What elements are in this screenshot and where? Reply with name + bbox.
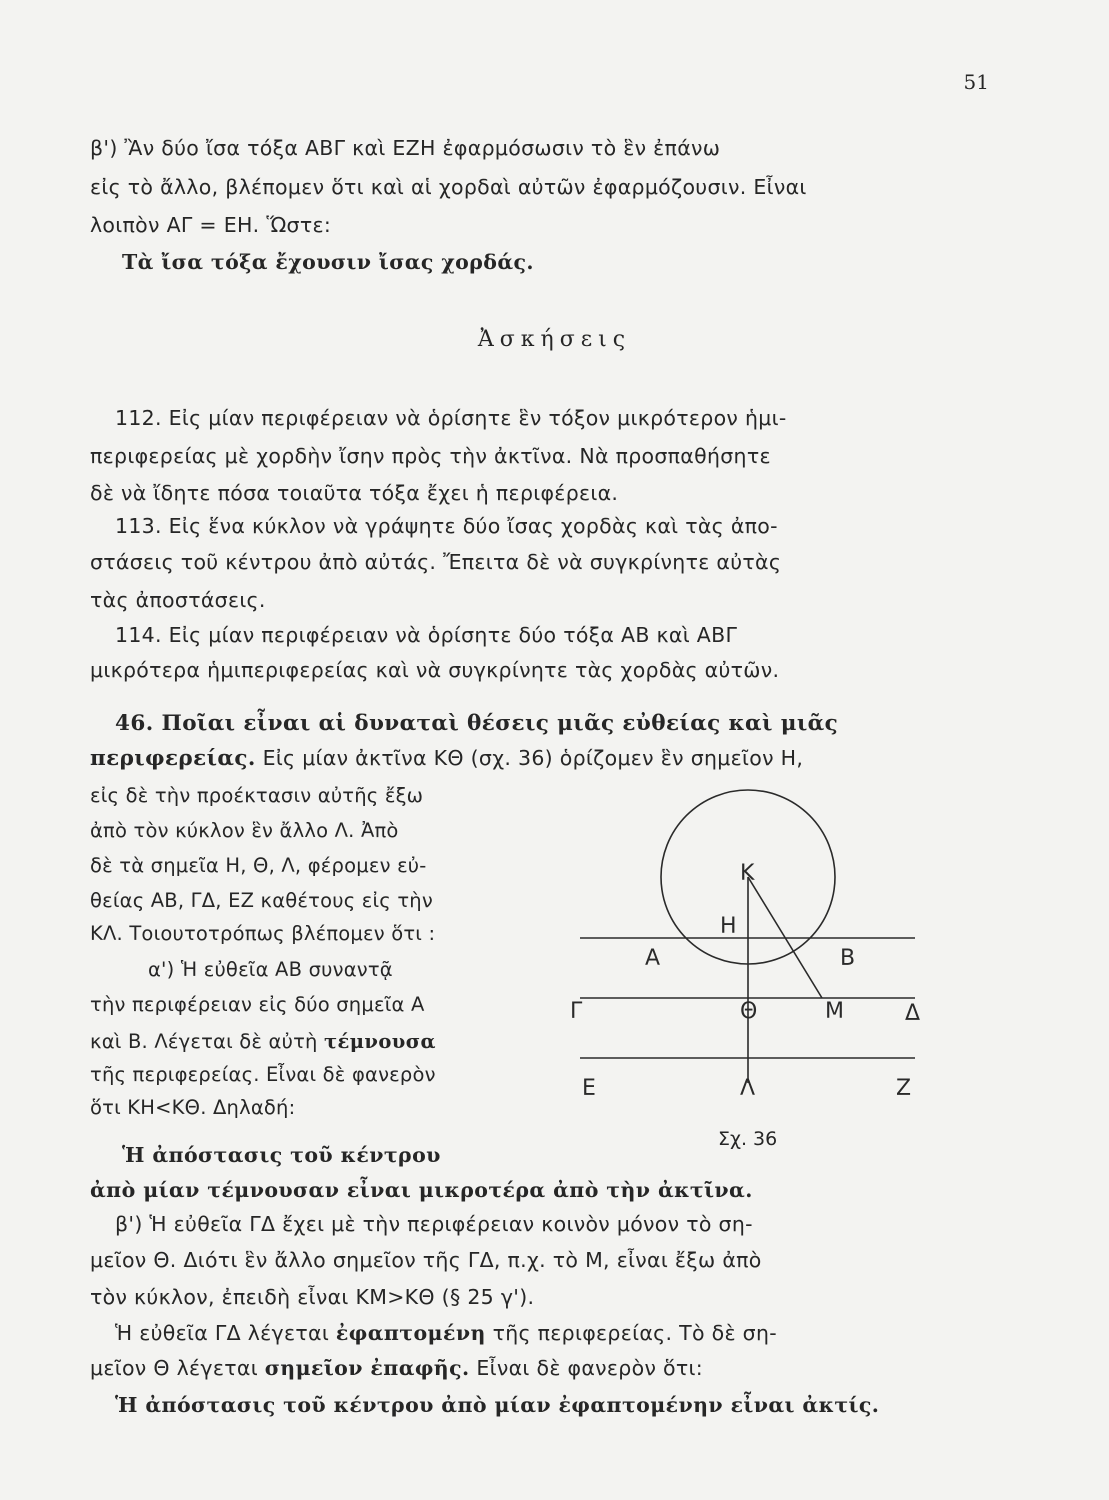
tangent-text: Ἡ εὐθεῖα ΓΔ λέγεται	[115, 1321, 330, 1345]
label-H: Η	[720, 914, 737, 939]
exercise-114-line: μικρότερα ἡμιπεριφερείας καὶ νὰ συγκρίνητε τὰς χορδὰς αὐτῶν.	[90, 658, 780, 682]
section-46-line: δὲ τὰ σημεῖα Η, Θ, Λ, φέρομεν εὐ-	[90, 854, 427, 877]
label-M: Μ	[825, 999, 844, 1024]
label-Z: Ζ	[896, 1076, 912, 1101]
label-E: Ε	[582, 1076, 596, 1101]
label-A: Α	[645, 946, 661, 971]
exercise-112-line: περιφερείας μὲ χορδὴν ἴσην πρὸς τὴν ἀκτῖνα. Νὰ προσπαθήσητε	[90, 444, 771, 468]
case-a-text: καὶ Β. Λέγεται δὲ αὐτὴ	[90, 1030, 318, 1053]
exercise-112-line: δὲ νὰ ἴδητε πόσα τοιαῦτα τόξα ἔχει ἡ περιφέρεια.	[90, 481, 619, 505]
case-a-line: ὅτι ΚΗ<ΚΘ. Δηλαδή:	[90, 1096, 296, 1119]
tangent-text: τῆς περιφερείας. Τὸ δὲ ση-	[492, 1321, 777, 1345]
theorem-tangent: Ἡ ἀπόστασις τοῦ κέντρου ἀπὸ μίαν ἐφαπτομένην εἶναι ἀκτίς.	[115, 1393, 880, 1417]
theorem-secant-line2: ἀπὸ μίαν τέμνουσαν εἶναι μικροτέρα ἀπὸ τὴν ἀκτῖνα.	[90, 1178, 753, 1202]
case-a-line: α') Ἡ εὐθεῖα ΑΒ συναντᾷ	[148, 958, 393, 981]
label-D: Δ	[905, 1001, 921, 1026]
case-a-line: τὴν περιφέρειαν εἰς δύο σημεῖα Α	[90, 993, 425, 1016]
label-G: Γ	[570, 999, 583, 1024]
section-46-line: θείας ΑΒ, ΓΔ, ΕΖ καθέτους εἰς τὴν	[90, 889, 433, 912]
section-46-text: Εἰς μίαν ἀκτῖνα ΚΘ (σχ. 36) ὁρίζομεν ἓν σημεῖον Η,	[262, 746, 804, 770]
term-tangent: ἐφαπτομένη	[335, 1321, 486, 1345]
case-a-line: τῆς περιφερείας. Εἶναι δὲ φανερὸν	[90, 1063, 436, 1086]
label-TH: Θ	[740, 999, 758, 1024]
label-B: Β	[840, 946, 856, 971]
case-b-line: τὸν κύκλον, ἐπειδὴ εἶναι ΚΜ>ΚΘ (§ 25 γ').	[90, 1285, 535, 1309]
paragraph-line: λοιπὸν ΑΓ = ΕΗ. Ὥστε:	[90, 213, 332, 237]
section-46-title-end: περιφερείας.	[90, 746, 256, 771]
section-46-line: ἀπὸ τὸν κύκλον ἓν ἄλλο Λ. Ἀπὸ	[90, 819, 399, 842]
section-46-title: 46. Ποῖαι εἶναι αἱ δυναταὶ θέσεις μιᾶς εὐθείας καὶ μιᾶς	[115, 711, 839, 736]
theorem-secant-line1: Ἡ ἀπόστασις τοῦ κέντρου	[122, 1143, 441, 1167]
figure-caption: Σχ. 36	[718, 1128, 778, 1150]
tangent-text: μεῖον Θ λέγεται	[90, 1356, 258, 1380]
exercise-113-line: στάσεις τοῦ κέντρου ἀπὸ αὐτάς. Ἔπειτα δὲ νὰ συγκρίνητε αὐτὰς	[90, 550, 782, 574]
theorem-statement: Τὰ ἴσα τόξα ἔχουσιν ἴσας χορδάς.	[122, 250, 534, 274]
exercise-112-line: 112. Εἰς μίαν περιφέρειαν νὰ ὁρίσητε ἓν τόξον μικρότερον ἡμι-	[115, 406, 787, 430]
term-secant: τέμνουσα	[323, 1030, 436, 1053]
label-K: Κ	[740, 861, 755, 886]
exercise-114-line: 114. Εἰς μίαν περιφέρειαν νὰ ὁρίσητε δύο τόξα ΑΒ καὶ ΑΒΓ	[115, 623, 738, 647]
tangent-text: Εἶναι δὲ φανερὸν ὅτι:	[476, 1356, 703, 1380]
page-number: 51	[963, 70, 989, 94]
section-46-line: ΚΛ. Τοιουτοτρόπως βλέπομεν ὅτι :	[90, 922, 436, 945]
term-point-of-contact: σημεῖον ἐπαφῆς.	[264, 1356, 470, 1380]
exercises-heading: Ἀσκήσεις	[477, 327, 632, 352]
exercise-113-line: 113. Εἰς ἕνα κύκλον νὰ γράψητε δύο ἴσας χορδὰς καὶ τὰς ἀπο-	[115, 514, 778, 538]
paragraph-line: β') Ἂν δύο ἴσα τόξα ΑΒΓ καὶ ΕΖΗ ἐφαρμόσωσιν τὸ ἓν ἐπάνω	[90, 136, 721, 160]
label-L: Λ	[740, 1076, 756, 1101]
paragraph-line: εἰς τὸ ἄλλο, βλέπομεν ὅτι καὶ αἱ χορδαὶ αὐτῶν ἐφαρμόζουσιν. Εἶναι	[90, 175, 807, 199]
case-b-line: β') Ἡ εὐθεῖα ΓΔ ἔχει μὲ τὴν περιφέρειαν κοινὸν μόνον τὸ ση-	[115, 1212, 753, 1236]
case-b-line: μεῖον Θ. Διότι ἓν ἄλλο σημεῖον τῆς ΓΔ, π.χ. τὸ Μ, εἶναι ἔξω ἀπὸ	[90, 1248, 762, 1272]
section-46-line: εἰς δὲ τὴν προέκτασιν αὐτῆς ἔξω	[90, 784, 424, 807]
figure-36	[560, 775, 940, 1120]
exercise-113-line: τὰς ἀποστάσεις.	[90, 588, 266, 612]
